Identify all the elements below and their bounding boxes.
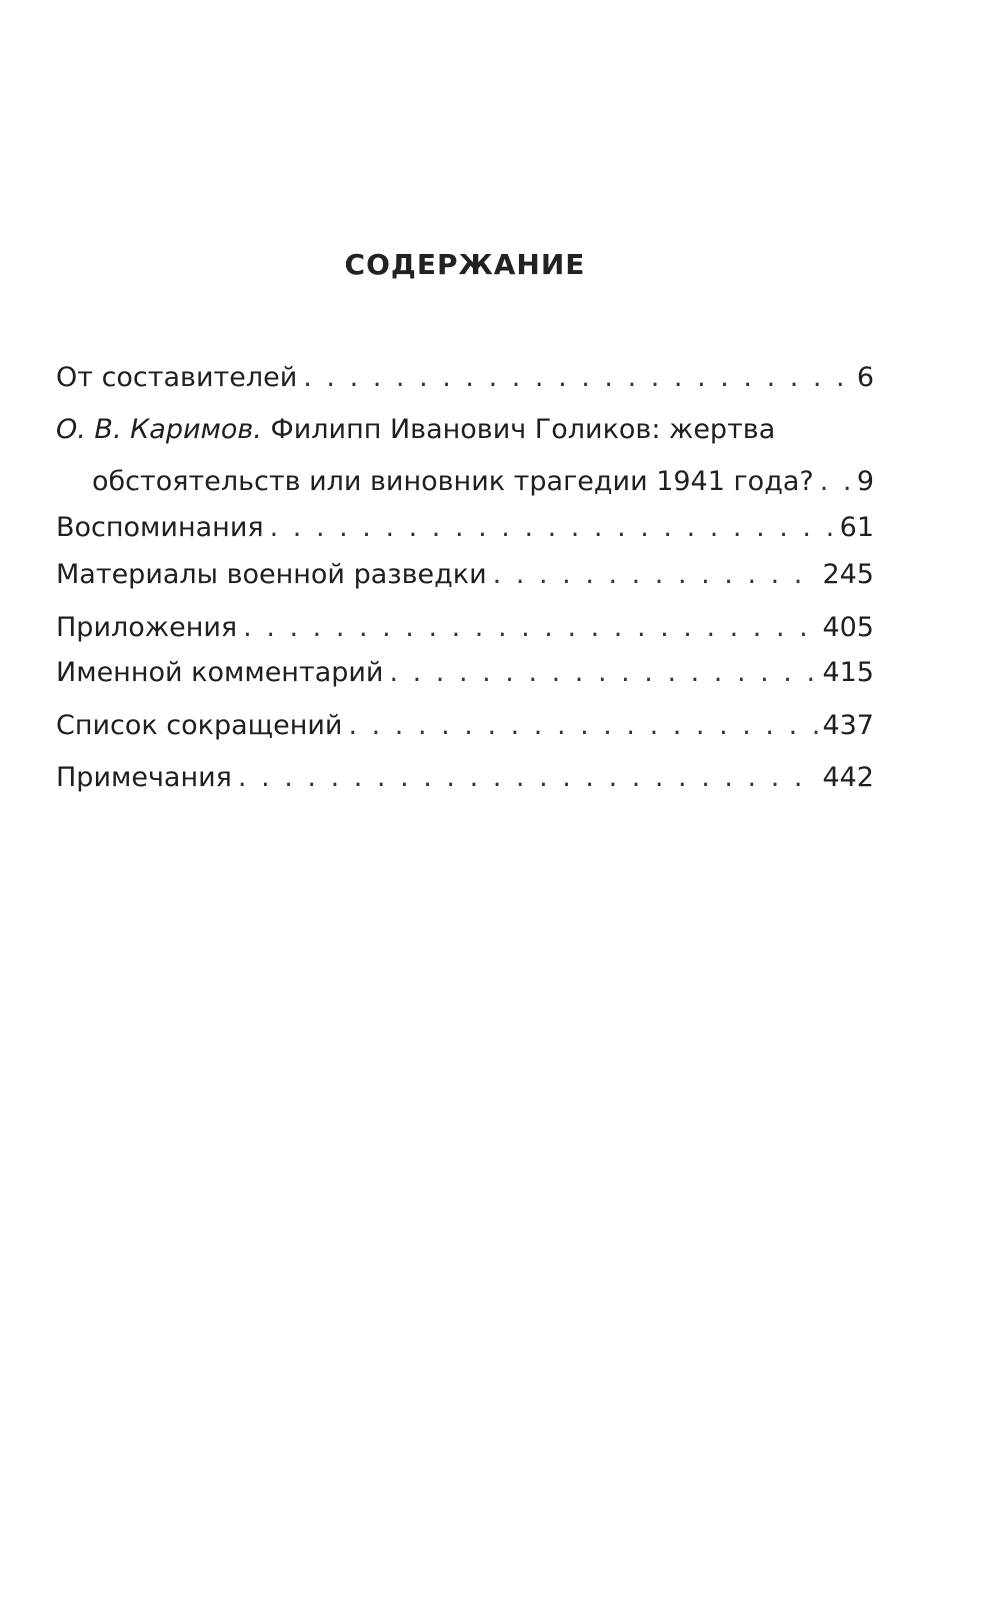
toc-page-number: 415 [822,657,874,688]
toc-entry-memoirs[interactable] [56,508,874,548]
toc-entry-label: Воспоминания [56,512,264,543]
dot-leader [270,508,836,548]
page-title: СОДЕРЖАНИЕ [344,248,586,281]
toc-page-number: 442 [822,762,874,793]
toc-entry-from-compilers[interactable] [56,358,874,398]
toc-entry-label-line1 [56,410,775,450]
toc-entry-title-part2: обстоятельств или виновник трагедии 1941 года? [92,466,814,497]
toc-page-number: 9 [856,466,874,497]
toc-entry-label: Приложения [56,612,238,643]
toc-entry-name-index[interactable] [56,653,874,693]
dot-leader [243,608,818,648]
toc-entry-notes[interactable] [56,758,874,798]
toc-page-number: 405 [822,612,874,643]
toc-entry-label: Примечания [56,762,232,793]
dot-leader [389,653,818,693]
dot-leader [303,358,853,398]
toc-entry-label: Материалы военной разведки [56,559,487,590]
toc-entry-label: Список сокращений [56,710,343,741]
dot-leader [348,706,818,746]
toc-entry-appendices[interactable] [56,608,874,648]
toc-entry-intelligence-materials[interactable] [56,555,874,595]
toc-page-number: 245 [822,559,874,590]
toc-page-number: 437 [822,710,874,741]
toc-entry-abbreviations[interactable] [56,706,874,746]
dot-leader [820,462,853,502]
dot-leader [493,555,819,595]
toc-entry-karimov-essay[interactable] [56,410,874,502]
toc-entry-author: О. В. Каримов. [56,414,262,445]
toc-page-number: 61 [839,512,874,543]
toc-page-number: 6 [856,362,874,393]
dot-leader [238,758,819,798]
toc-entry-title-part1: Филипп Иванович Голиков: жертва [270,414,776,445]
toc-entry-label: От составителей [56,362,298,393]
toc-entry-label: Именной комментарий [56,657,384,688]
